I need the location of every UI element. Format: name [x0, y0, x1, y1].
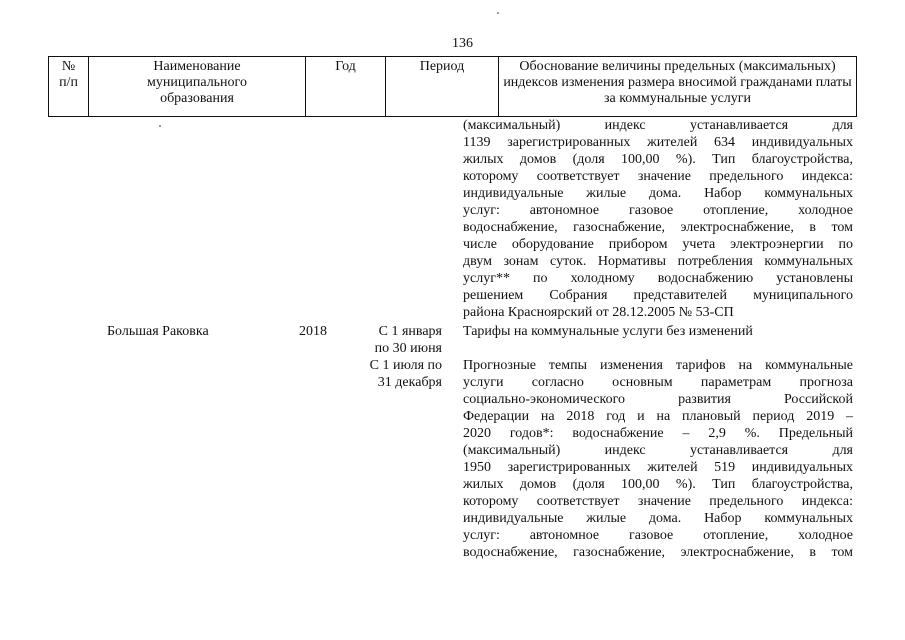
- text-line: услуги согласно основным параметрам прогноза: [463, 375, 853, 390]
- year-value: 2018: [299, 324, 327, 339]
- text-line: индивидуальные жилые дома. Набор коммунальных: [463, 186, 853, 201]
- basis-text-second-half: [463, 357, 853, 561]
- scan-speck: [497, 12, 499, 14]
- page-number: 136: [452, 36, 473, 51]
- text-line: 1139 зарегистрированных жителей 634 индивидуальных: [463, 135, 853, 150]
- text-line: которому соответствует значение предельного индекса:: [463, 494, 853, 509]
- text-line: Федерации на 2018 год и на плановый период 2019 –: [463, 409, 853, 424]
- text-line: двум зонам суток. Нормативы потребления коммунальных: [463, 254, 853, 269]
- text-line: услуг** по холодному водоснабжению установлены: [463, 271, 853, 286]
- header-cell-basis: [499, 57, 856, 116]
- header-text: индексов изменения размера вносимой гражданами платы: [503, 75, 852, 90]
- text-line: которому соответствует значение предельного индекса:: [463, 169, 853, 184]
- text-line: (максимальный) индекс устанавливается для: [463, 443, 853, 458]
- text-line: Тарифы на коммунальные услуги без изменений: [463, 324, 753, 339]
- header-cell-period: [386, 57, 499, 116]
- text-line: (максимальный) индекс устанавливается для: [463, 118, 853, 133]
- period-line: С 1 июля по: [369, 358, 442, 373]
- header-text: Период: [419, 59, 465, 74]
- header-text: п/п: [59, 75, 78, 90]
- text-line: водоснабжение, газоснабжение, электроснабжение, в том: [463, 220, 853, 235]
- municipality-name: Большая Раковка: [107, 324, 209, 339]
- period-first-half: [368, 323, 442, 391]
- period-line: по 30 июня: [374, 341, 442, 356]
- text-line: Прогнозные темпы изменения тарифов на коммунальные: [463, 358, 853, 373]
- header-cell-number: [49, 57, 89, 116]
- text-line: 2020 годов*: водоснабжение – 2,9 %. Предельный: [463, 426, 853, 441]
- header-text: за коммунальные услуги: [603, 91, 752, 106]
- header-cell-municipality: [89, 57, 306, 116]
- header-text: Год: [335, 59, 356, 74]
- text-line: водоснабжение, газоснабжение, электроснабжение, в том: [463, 545, 853, 560]
- header-text: Обоснование величины предельных (максимальных): [519, 59, 836, 74]
- text-line: жилых домов (доля 100,00 %). Тип благоустройства,: [463, 477, 853, 492]
- text-line: услуг: автономное газовое отопление, холодное: [463, 528, 853, 543]
- tariff-note: [463, 323, 853, 340]
- text-line: 1950 зарегистрированных жителей 519 индивидуальных: [463, 460, 853, 475]
- text-line: решением Собрания представителей муниципального: [463, 288, 853, 303]
- period-line: 31 декабря: [377, 375, 442, 390]
- header-text: образования: [160, 91, 234, 106]
- text-line: социально-экономического развития Российской: [463, 392, 853, 407]
- scan-speck: [159, 125, 161, 127]
- table-header: [48, 56, 857, 117]
- header-text: муниципального: [147, 75, 247, 90]
- text-line: числе оборудование прибором учета электроэнергии по: [463, 237, 853, 252]
- text-line: района Красноярский от 28.12.2005 № 53-СП: [463, 305, 734, 320]
- basis-text-continued: [463, 117, 853, 321]
- header-text: №: [61, 59, 76, 74]
- header-cell-year: [306, 57, 386, 116]
- period-line: С 1 января: [378, 324, 442, 339]
- text-line: услуг: автономное газовое отопление, холодное: [463, 203, 853, 218]
- text-line: жилых домов (доля 100,00 %). Тип благоустройства,: [463, 152, 853, 167]
- text-line: индивидуальные жилые дома. Набор коммунальных: [463, 511, 853, 526]
- header-text: Наименование: [153, 59, 241, 74]
